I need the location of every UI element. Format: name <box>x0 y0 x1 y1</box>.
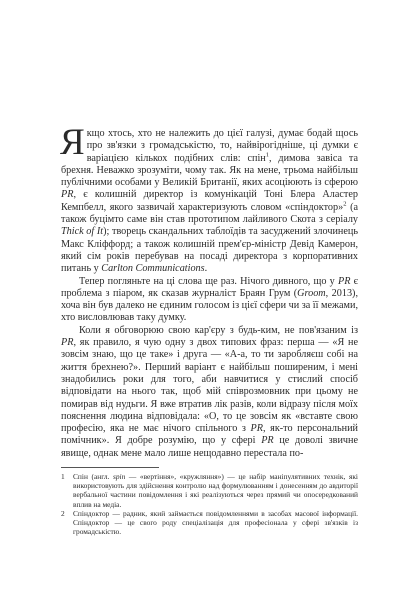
footnote-number: 2 <box>61 508 65 518</box>
paragraph-text: Тепер погляньте на ці слова ще раз. Нічого дивного, що у <box>79 275 338 287</box>
footnote-text: Спін (англ. spin — «вертіння», «кружляння») — це набір маніпулятивних технік, які використовують для здійснення контролю над формулюванням і донесенням до авдиторії вербальної частини повідомлення і які реалізуються через прямий чи опосередкований вплив на медіа. <box>73 472 358 509</box>
paragraph-text: ); творець скандальних таблоїдів та засуджений злочинець Макс Кліффорд; а також колишній прем'єр-міністр Девід Камерон, який сім років перебував на посаді директора з корпоративних питань у <box>61 226 358 275</box>
pr-term: PR <box>261 435 274 447</box>
paragraph-text: кщо хтось, хто не належить до цієї галузі, думає бодай щось про зв'язки з громадськістю, то, найвірогідніше, ці думки є варіацією кількох подібних слів: спін <box>86 128 358 164</box>
paragraph-1 <box>60 122 358 276</box>
paragraph-text: , димова завіса та брехня. Неважко зрозуміти, чому так. Як на мене, трьома найбільш публічними особами у Великій Британії, яких асоціюють із сферою <box>61 152 358 189</box>
paragraph-text: є проблема з піаром, як сказав журналіст Браян Грум ( <box>61 275 358 299</box>
paragraph-text: , 2013), хоча він був далеко не єдиним голосом із цієї сфери чи за її межами, хто висловлював таку думку. <box>61 287 358 324</box>
pr-term: PR <box>337 275 351 287</box>
paragraph-text: (а також буцімто саме він став прототипом лайливого Скота з серіалу <box>61 201 358 226</box>
paragraph-text: . <box>204 263 208 275</box>
footnote-2 <box>61 509 358 537</box>
footnote-divider <box>61 467 159 468</box>
footnote-ref-1[interactable]: 1 <box>265 151 269 159</box>
paragraph-text: , є колишній директор із комунікацій Тоні Блера Аластер Кемпбелл, якого зазвичай характеризують словом «спіндоктор» <box>61 189 358 213</box>
paragraph-text: Коли я обговорюю свою кар'єру з будь-ким, не пов'язаним із <box>79 324 358 336</box>
paragraph-3 <box>61 325 358 460</box>
paragraph-text: , як-то персональний помічник». Я добре розумію, що у сфері <box>61 423 358 447</box>
paragraph-2 <box>61 276 358 325</box>
page-body <box>60 122 359 537</box>
footnote-1 <box>61 472 358 509</box>
paragraph-text: , як правило, я чую одну з двох типових фраз: перша — «Я не зовсім знаю, що це таке» і друга — «А-а, то ти заробляєш собі на життя брехнею?». Перший варіант є найбільш поширеним, і мені знадобились роки для того, аби навчитися у стислий спосіб відповідати на нього так, щоб мій співрозмовник при цьому не помирав від нудьги. Я вже втратив лік разів, коли відразу після моїх пояснення людина відповідала: «О, то це зовсім як «вставте свою професію, яка не має нічого спільного з <box>61 337 358 435</box>
footnote-term: spin <box>112 472 126 482</box>
pr-term: PR <box>61 189 74 201</box>
footnote-number: 1 <box>61 472 65 482</box>
company-name: Carlton Communications <box>101 263 205 275</box>
footnote-text: Спіндоктор — радник, який займається повідомленнями в засобах масової інформації. Спіндоктор — це свого роду спеціалізація для професіонала у сфері зв'язків із громадськістю. <box>73 508 358 537</box>
paragraph-text: це доволі звичне явище, однак мене мало лише нещодавно перестала по- <box>61 435 359 459</box>
show-title: Thick of It <box>61 226 104 238</box>
pr-term: PR <box>250 423 263 435</box>
pr-term: PR <box>61 337 74 349</box>
footnote-ref-2[interactable]: 2 <box>343 200 347 208</box>
citation-author: Groom <box>297 287 326 299</box>
drop-cap: Я <box>60 122 85 163</box>
